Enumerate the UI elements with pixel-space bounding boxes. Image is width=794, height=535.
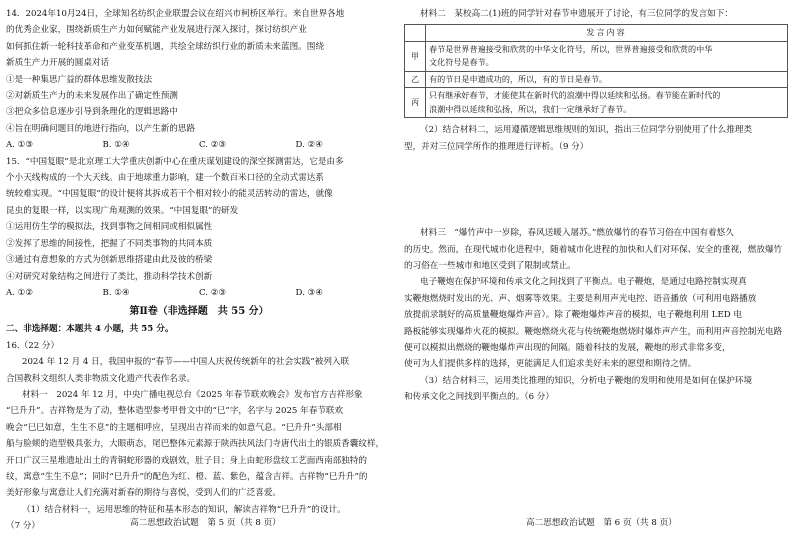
q14-option-d[interactable]: D. ②④ xyxy=(295,140,323,151)
material-one-line: 开口广汉三星堆遗址出土的青铜蛇形器的戏剧效，肚子目；身上由蛇形盘纹工艺面西南部独特的 xyxy=(6,455,367,466)
row-key: 甲 xyxy=(405,41,426,71)
q15-option-a[interactable]: A. ①② xyxy=(6,287,34,298)
table-row xyxy=(405,41,788,71)
q16-3-line: （3）结合材料三，运用类比推理的知识，分析电子鞭炮的发明和使用是如何在保护环境 xyxy=(420,375,753,386)
q15-option-b[interactable]: B. ①④ xyxy=(102,287,130,298)
material-one-line: 晚会“巳巳如意，生生不息”的主题相呼应，呈现出吉祥而来的如意气息。“巳升升”头部相 xyxy=(6,422,342,433)
row-content xyxy=(426,71,788,88)
q15-item: ①运用仿生学的模拟法，找到事物之间相同或相似属性 xyxy=(6,222,213,233)
q14-line: 14．2024年10月24日，全球知名纺织企业联盟会议在绍兴市柯桥区举行。来自世界各地 xyxy=(6,9,345,19)
row-line: 浪潮中得以延续和弘扬，所以，我们一定继承好了春节。 xyxy=(429,103,632,114)
material-one-line: 船与脸颊的造型极具张力，大眼萌态，尾巴整体元素源于陕西扶风法门寺唐代出土的银质香囊纹样， xyxy=(6,439,385,450)
q15-line: 统较难实现。“中国复眼”的设计便将其拆成若干个相对较小的能灵活转动的雷达，就像 xyxy=(6,189,333,200)
q15-item: ③通过有意想象的方式为创新思维搭建由此及彼的桥梁 xyxy=(6,255,213,266)
q14-item: ④旨在明确问题目的地进行指向，以产生新的思路 xyxy=(6,123,196,134)
q15-line: 昆虫的复眼一样，以实现广角观测的效果。“中国复眼”的研发 xyxy=(6,205,239,216)
material-one-line: 纹，寓意“生生不息”；同时“巳升升”的配色为红、橙、蓝、紫色，蕴含吉祥。吉祥物“巳升升”的 xyxy=(6,471,368,482)
row-key: 乙 xyxy=(405,71,426,88)
q15-option-d[interactable]: D. ③④ xyxy=(295,287,323,298)
left-page xyxy=(6,6,392,535)
row-key: 丙 xyxy=(405,88,426,118)
answer-space xyxy=(404,155,788,225)
q16-3-line: 和传承文化之间找到平衡点的。（6 分） xyxy=(404,392,554,403)
right-page xyxy=(404,6,788,406)
q14-options xyxy=(6,137,392,153)
material-three-line: 使可为人们提供多样的选择，更能满足人们追求美好未来的愿望和期待之情。 xyxy=(404,359,697,370)
material-three-line: 路板能够实现爆炸火花的模拟。鞭炮燃烧火花与传统鞭炮燃烧时爆炸声产生，而利用声音控制光电路 xyxy=(404,326,783,337)
q15-option-c[interactable]: C. ②③ xyxy=(199,287,227,298)
q15-line: 个小天线构成的一个大天线。由于地球重力影响，建一个数百米口径的全动式雷达系 xyxy=(6,173,324,184)
q14-option-c[interactable]: C. ②③ xyxy=(199,140,227,151)
question-15 xyxy=(6,154,392,302)
row-line: 文化符号是春节。 xyxy=(429,57,494,68)
table-header-cell: 发言内容 xyxy=(426,25,788,42)
material-three-line: 的习俗在一些城市和地区受到了限制或禁止。 xyxy=(404,261,576,272)
q16-heading: 16.（22 分） xyxy=(6,340,60,351)
table-header-empty xyxy=(405,25,426,42)
q15-item: ②发挥了思维的间接性，把握了不同类事物的共同本质 xyxy=(6,238,213,249)
question-14 xyxy=(6,6,392,154)
section-title: 第Ⅱ卷（非选择题 共 55 分） xyxy=(129,306,269,318)
material-three xyxy=(404,225,788,373)
part2-heading: 二、非选择题：本题共 4 小题，共 55 分。 xyxy=(6,324,174,335)
material-three-line: 的历史。然而，在现代城市化进程中，随着城市化进程的加快和人们对环保、安全的重视，燃放爆竹 xyxy=(404,244,783,255)
row-content xyxy=(426,41,788,71)
row-line: 有的节日是申遗成功的，所以，有的节日是春节。 xyxy=(429,73,608,84)
speech-table xyxy=(404,24,788,118)
material-two-heading: 材料二 某校高二(1)班的同学针对春节申遗展开了讨论，有三位同学的发言如下： xyxy=(420,9,733,19)
q15-line: 15．“中国复眼”是北京理工大学重庆创新中心在重庆谋划建设的深空探测雷达，它是由多 xyxy=(6,156,344,167)
q16-intro-line: 合国教科文组织人类非物质文化遗产代表作名录。 xyxy=(6,373,196,384)
row-line: 春节是世界普遍接受和欣赏的中华文化符号，所以，世界普遍接受和欣赏的中华 xyxy=(429,43,713,54)
material-three-line: 电子鞭炮在保护环境和传承文化之间找到了平衡点。电子鞭炮，是通过电路控制实现真 xyxy=(420,277,747,288)
left-footer: 高二思想政治试题 第 5 页（共 8 页） xyxy=(130,518,281,528)
q14-option-b[interactable]: B. ①④ xyxy=(102,140,130,151)
table-header-row xyxy=(405,25,788,42)
q14-item: ③把众多信息逐步引导到条理化的逻辑思路中 xyxy=(6,107,178,118)
row-line: 只有继承好春节，才能使其在新时代的浪潮中得以延续和弘扬。春节能在新时代的 xyxy=(429,90,721,101)
q16-1-line: （7 分） xyxy=(6,521,40,532)
q16-1-line: （1）结合材料一，运用思维的特征和基本形态的知识，解读吉祥物“巳升升”的设计。 xyxy=(22,504,346,515)
table-row xyxy=(405,71,788,88)
q14-line: 的优秀企业家，围绕新质生产力如何赋能产业发展进行深入探讨，探讨纺织产业 xyxy=(6,25,307,36)
material-three-line: 放提前录制好的高质量鞭炮爆炸声音）。除了鞭炮爆炸声音的模拟，电子鞭炮利用 LED 电 xyxy=(404,310,743,321)
q14-item: ②对新质生产力的未来发展作出了确定性预测 xyxy=(6,91,178,102)
table-row xyxy=(405,88,788,118)
q15-item: ④对研究对象结构之间进行了类比，推动科学技术创新 xyxy=(6,271,213,282)
material-three-line: 实鞭炮燃烧时发出的光、声、烟雾等效果。主要是利用声光电控、语音播放（可利用电路播放 xyxy=(404,293,757,304)
material-one xyxy=(6,387,392,502)
material-one-line: 材料一 2024 年 12 月，中央广播电视总台《2025 年春节联欢晚会》发布官方吉祥形象 xyxy=(22,389,363,400)
right-footer: 高二思想政治试题 第 6 页（共 8 页） xyxy=(526,518,677,528)
q14-option-a[interactable]: A. ①③ xyxy=(6,140,34,151)
q16-2-line: （2）结合材料二，运用遵循逻辑思维规则的知识，指出三位同学分别使用了什么推理类 xyxy=(420,125,753,136)
q15-options xyxy=(6,285,392,301)
material-one-line: 美好形象与寓意让人们充满对新春的期待与喜悦，受到人们的广泛喜爱。 xyxy=(6,488,282,499)
material-one-line: “巳升升”。吉祥物是为了动，整体造型参考甲骨文中的“巳”字，名字与 2025 年春节联欢 xyxy=(6,406,344,417)
row-content xyxy=(426,88,788,118)
q16-2-line: 型，并对三位同学所作的推理进行评析。（9 分） xyxy=(404,141,589,152)
material-three-line: 材料三 “爆竹声中一岁除，春风送暖入屠苏。”燃放爆竹的春节习俗在中国有着悠久 xyxy=(420,228,734,239)
q14-line: 如何抓住新一轮科技革命和产业变革机遇，共绘全球纺织行业的新质未来蓝图。围绕 xyxy=(6,41,324,52)
q14-line: 新质生产力开展的圆桌对话 xyxy=(6,58,110,69)
q14-item: ①是一种集思广益的群体思维发散技法 xyxy=(6,74,153,85)
q16-intro-line: 2024 年 12 月 4 日，我国申报的“春节——中国人庆祝传统新年的社会实践”被列入联 xyxy=(22,357,350,368)
material-three-line: 便可以模拟出燃烧的鞭炮爆炸声出现的间隔。随着科技的发展，鞭炮的形式非常多变， xyxy=(404,343,731,354)
